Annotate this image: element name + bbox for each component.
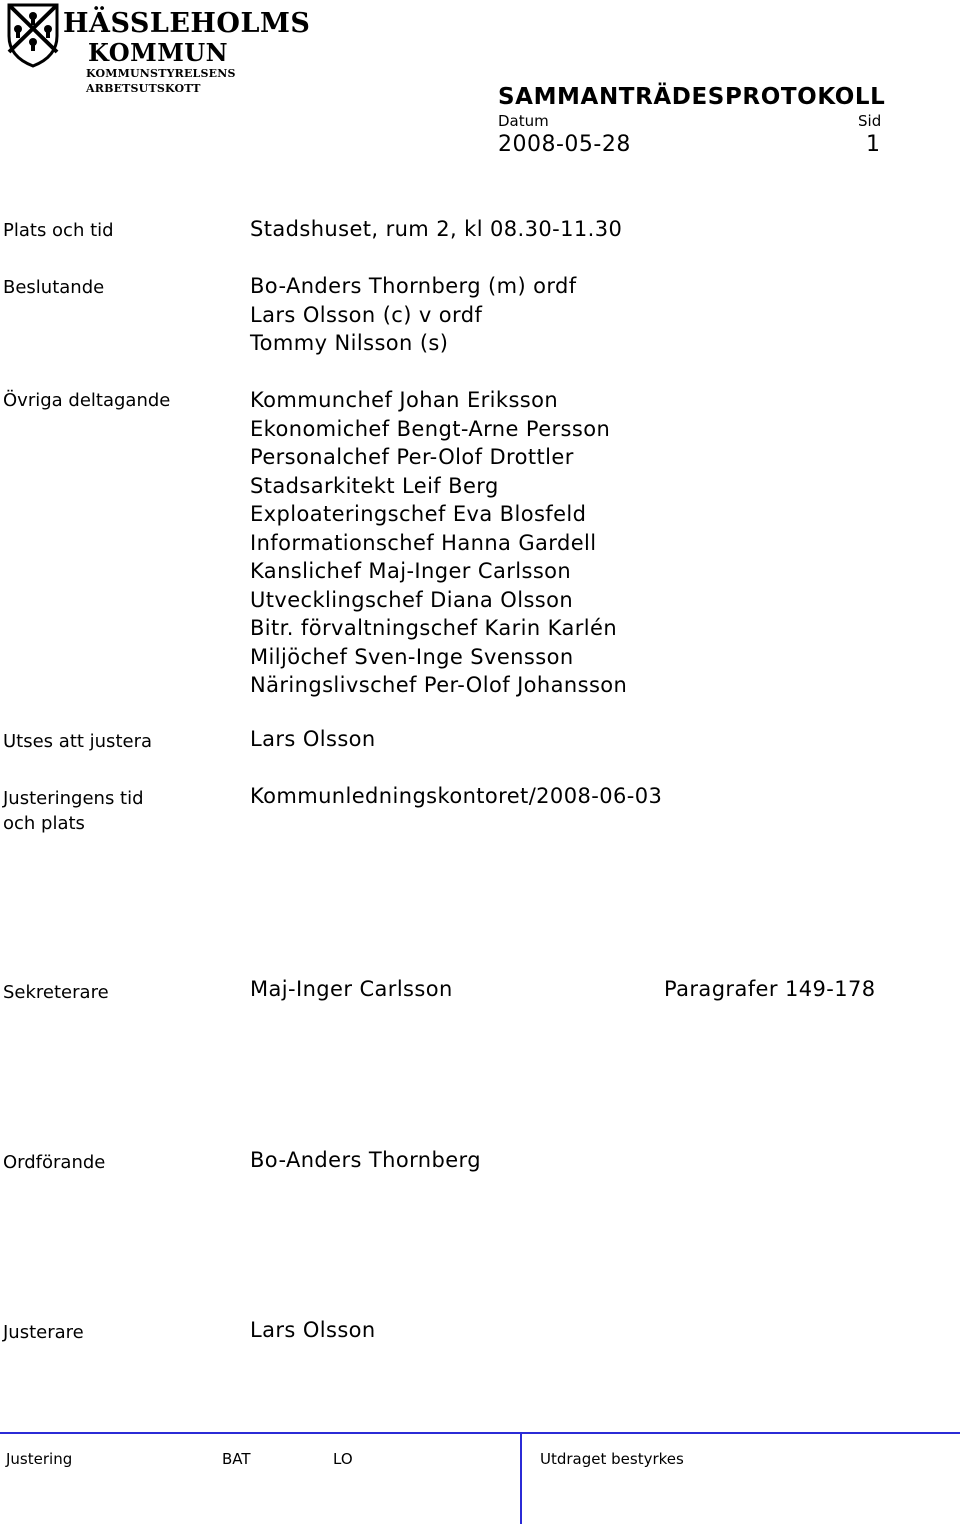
place-time-value: Stadshuset, rum 2, kl 08.30-11.30 (250, 217, 623, 241)
participant: Bitr. förvaltningschef Karin Karlén (250, 616, 618, 640)
adjuster-signature-label: Justerare (3, 1322, 84, 1343)
chair-name: Bo-Anders Thornberg (250, 1148, 481, 1172)
other-participants-label: Övriga deltagande (3, 390, 171, 411)
participant: Ekonomichef Bengt-Arne Persson (250, 416, 611, 441)
adjuster-signature-name: Lars Olsson (250, 1318, 376, 1342)
participant: Kanslichef Maj-Inger Carlsson (250, 559, 572, 583)
participant: Personalchef Per-Olof Drottler (250, 445, 574, 469)
committee-name-line1: KOMMUNSTYRELSENS (86, 67, 236, 80)
deciding-member: Lars Olsson (c) v ordf (250, 302, 483, 327)
footer-justering: Justering (6, 1450, 73, 1468)
paragraph-range: Paragrafer 149-178 (664, 977, 876, 1001)
committee-name-line2: ARBETSUTSKOTT (86, 82, 201, 95)
place-time-label: Plats och tid (3, 220, 114, 241)
other-participants-list (250, 386, 627, 700)
page-label: Sid (858, 112, 882, 130)
secretary-name: Maj-Inger Carlsson (250, 977, 453, 1001)
participant: Näringslivschef Per-Olof Johansson (250, 673, 628, 697)
adjuster-label: Utses att justera (3, 731, 153, 752)
participant: Exploateringschef Eva Blosfeld (250, 502, 587, 526)
deciding-member: Bo-Anders Thornberg (m) ordf (250, 274, 577, 298)
footer-divider (520, 1432, 522, 1524)
secretary-label: Sekreterare (3, 982, 109, 1003)
deciding-label: Beslutande (3, 277, 105, 298)
municipality-word: KOMMUN (88, 38, 229, 67)
deciding-member: Tommy Nilsson (s) (250, 331, 449, 355)
date-label: Datum (498, 112, 549, 130)
municipal-coat-of-arms-icon (6, 2, 60, 72)
participant: Utvecklingschef Diana Olsson (250, 587, 574, 612)
document-title: SAMMANTRÄDESPROTOKOLL (498, 84, 886, 110)
chair-label: Ordförande (3, 1152, 106, 1173)
footer-certified: Utdraget bestyrkes (540, 1450, 684, 1468)
page-number: 1 (866, 132, 880, 157)
participant: Informationschef Hanna Gardell (250, 530, 597, 555)
footer-lo: LO (333, 1450, 353, 1468)
footer-bat: BAT (222, 1450, 251, 1468)
footer-rule (0, 1432, 960, 1434)
adjust-time-value: Kommunledningskontoret/2008-06-03 (250, 784, 663, 808)
adjust-time-label: Justeringens tid (3, 788, 144, 809)
participant: Stadsarkitekt Leif Berg (250, 473, 499, 498)
municipality-name: HÄSSLEHOLMS (63, 8, 311, 39)
participant: Miljöchef Sven-Inge Svensson (250, 644, 574, 669)
meeting-date: 2008-05-28 (498, 132, 631, 157)
deciding-list (250, 272, 577, 358)
participant: Kommunchef Johan Eriksson (250, 388, 559, 412)
adjust-place-label: och plats (3, 813, 85, 834)
adjuster-value: Lars Olsson (250, 727, 376, 751)
